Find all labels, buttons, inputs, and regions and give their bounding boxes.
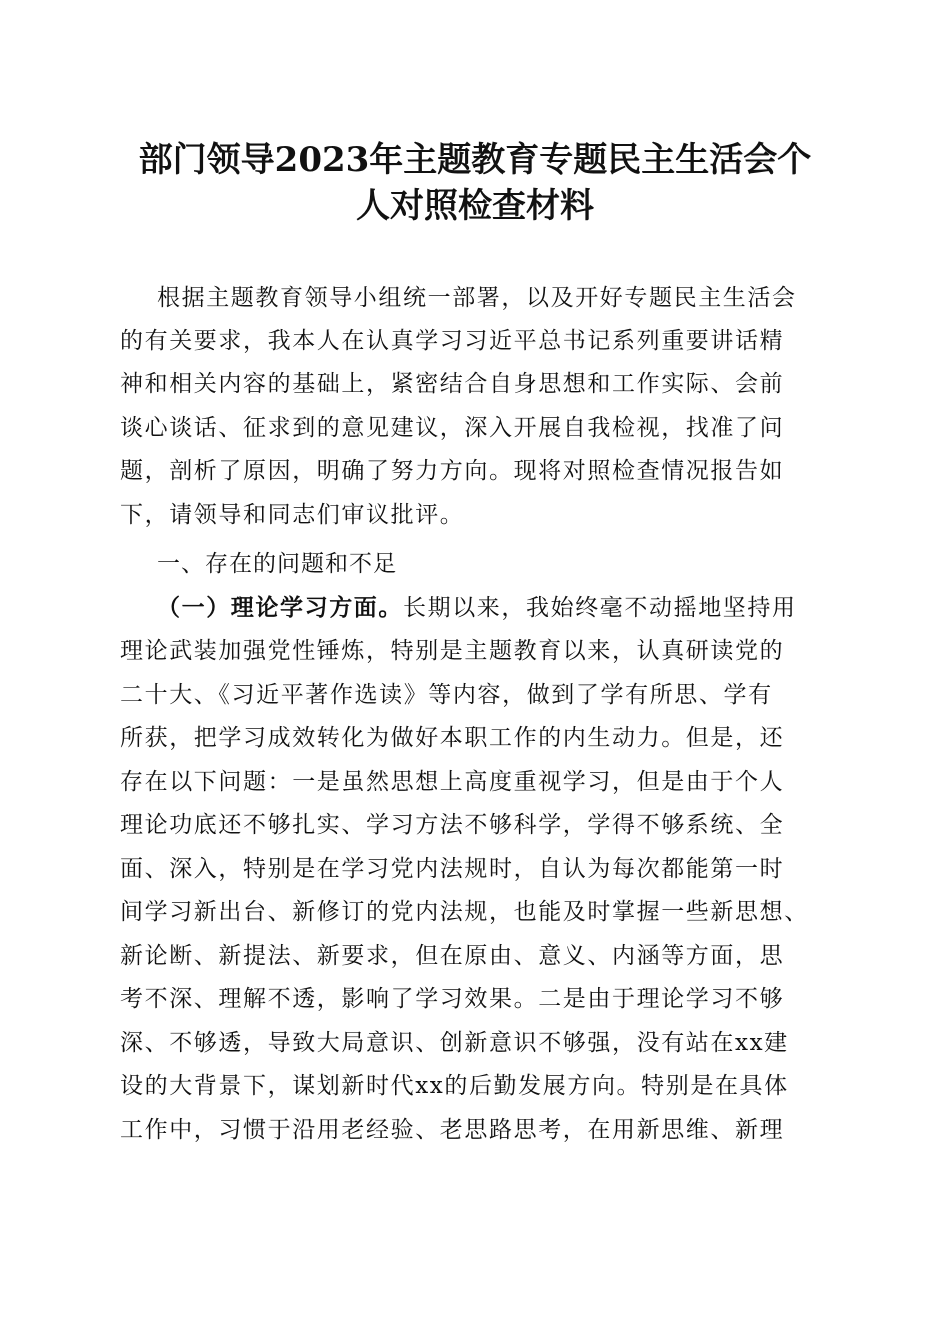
intro-line-3: 神和相关内容的基础上，紧密结合自身思想和工作实际、会前: [120, 371, 785, 397]
intro-line-5: 题，剖析了原因，明确了努力方向。现将对照检查情况报告如: [120, 458, 785, 484]
subsection-1-heading: （一）理论学习方面。: [157, 595, 403, 621]
body-line-7: 间学习新出台、新修订的党内法规，也能及时掌握一些新思想、: [120, 899, 809, 925]
document-title-line-1: 部门领导2023年主题教育专题民主生活会个: [138, 140, 812, 180]
intro-line-6: 下，请领导和同志们审议批评。: [120, 502, 465, 528]
subsection-1-first-line-text: 长期以来，我始终毫不动摇地坚持用: [403, 595, 797, 621]
document-title-line-2: 人对照检查材料: [356, 186, 594, 226]
body-line-1: 理论武装加强党性锤炼，特别是主题教育以来，认真研读党的: [120, 638, 785, 664]
body-line-8: 新论断、新提法、新要求，但在原由、意义、内涵等方面，思: [120, 943, 785, 969]
body-line-11: 设的大背景下，谋划新时代xx的后勤发展方向。特别是在具体: [120, 1073, 789, 1099]
body-line-9: 考不深、理解不透，影响了学习效果。二是由于理论学习不够: [120, 986, 785, 1012]
subsection-1-first-line: [157, 593, 830, 623]
intro-line-2: 的有关要求，我本人在认真学习习近平总书记系列重要讲话精: [120, 328, 785, 354]
intro-line-4: 谈心谈话、征求到的意见建议，深入开展自我检视，找准了问: [120, 415, 785, 441]
body-line-3: 所获，把学习成效转化为做好本职工作的内生动力。但是，还: [120, 725, 785, 751]
body-line-5: 理论功底还不够扎实、学习方法不够科学，学得不够系统、全: [120, 812, 785, 838]
section-1-heading: 一、存在的问题和不足: [157, 551, 397, 577]
intro-line-1: 根据主题教育领导小组统一部署，以及开好专题民主生活会: [157, 285, 797, 311]
body-line-4: 存在以下问题：一是虽然思想上高度重视学习，但是由于个人: [120, 769, 785, 795]
body-line-10: 深、不够透，导致大局意识、创新意识不够强，没有站在xx建: [120, 1030, 789, 1056]
body-line-12: 工作中，习惯于沿用老经验、老思路思考，在用新思维、新理: [120, 1117, 785, 1143]
body-line-6: 面、深入，特别是在学习党内法规时，自认为每次都能第一时: [120, 856, 785, 882]
body-line-2: 二十大、《习近平著作选读》等内容，做到了学有所思、学有: [120, 682, 773, 708]
